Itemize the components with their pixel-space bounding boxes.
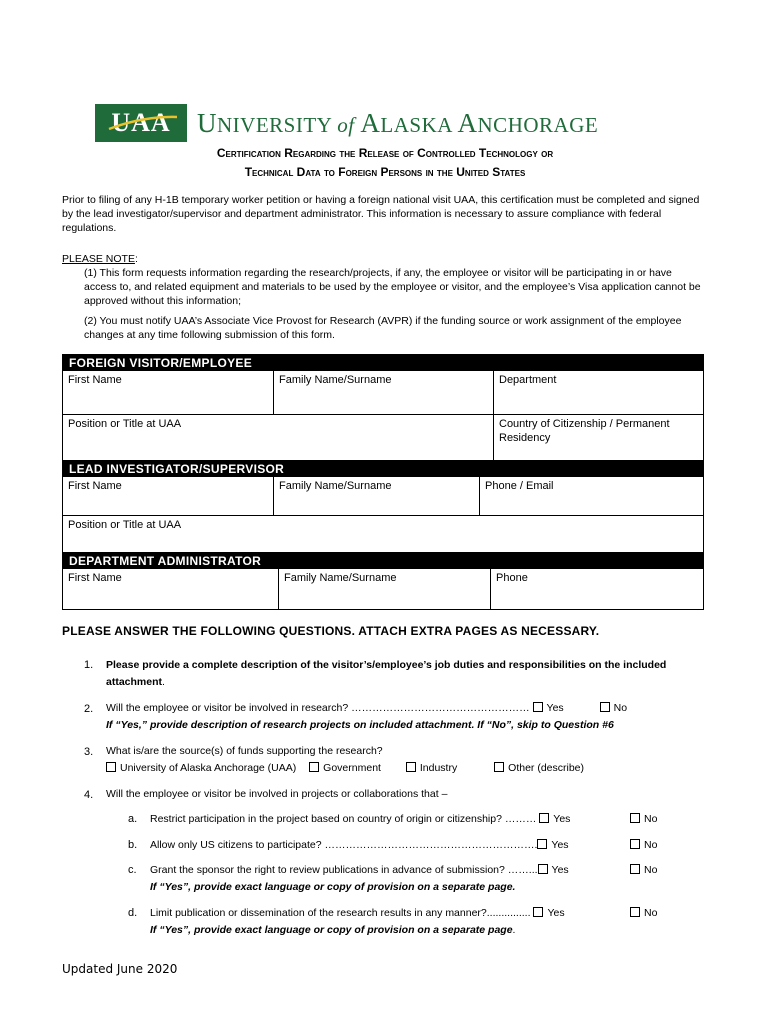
q4b-yes-checkbox[interactable]	[537, 839, 547, 849]
supervisor-family-name[interactable]: Family Name/Surname	[273, 477, 479, 515]
please-note: PLEASE NOTE: (1) This form requests information regarding the research/projects, if any, the employee or visitor will be participating in or have access to, and related equipment and materials to be used by the employee or visitor, and the employee’s Visa application cannot be approved without this information; (2) You must notify UAA’s Associate Vice Provost for Research (AVPR) if the funding source or work assignment of the employee changes at any time following submission of this form.	[62, 253, 701, 341]
q3-industry-checkbox[interactable]	[406, 762, 416, 772]
q4c-followup: If “Yes”, provide exact language or copy of provision on a separate page.	[150, 881, 516, 893]
q3-other-checkbox[interactable]	[494, 762, 504, 772]
admin-section	[62, 552, 704, 610]
q4d-no-checkbox[interactable]	[630, 907, 640, 917]
q4c-no: No	[630, 862, 657, 879]
q4d-letter: d.	[128, 907, 138, 919]
logo-abbr: UAA	[111, 108, 171, 137]
q4a-letter: a.	[128, 813, 138, 825]
q3-government-checkbox[interactable]	[309, 762, 319, 772]
q2-number: 2.	[84, 703, 94, 715]
questions-heading: PLEASE ANSWER THE FOLLOWING QUESTIONS. ATTACH EXTRA PAGES AS NECESSARY.	[62, 624, 600, 638]
q2-no-checkbox[interactable]	[600, 702, 610, 712]
admin-section-header: DEPARTMENT ADMINISTRATOR	[63, 553, 703, 569]
question-1: Please provide a complete description of the visitor’s/employee’s job duties and responsibilities on the included attachment.	[106, 659, 667, 688]
university-logo	[95, 104, 655, 142]
q2-yes-checkbox[interactable]	[533, 702, 543, 712]
q3-uaa-checkbox[interactable]	[106, 762, 116, 772]
intro-paragraph: Prior to filing of any H-1B temporary worker petition or having a foreign national visit UAA, this certification must be completed and signed by the lead investigator/supervisor and department administrator. This information is necessary to assure compliance with federal regulations.	[62, 194, 700, 234]
supervisor-section-header: LEAD INVESTIGATOR/SUPERVISOR	[63, 461, 703, 477]
q2-followup: If “Yes,” provide description of research projects on included attachment. If “No”, skip to Question #6	[106, 719, 614, 731]
title-line-1: Certification Regarding the Release of Controlled Technology or	[216, 146, 554, 160]
footer-updated-date: Updated June 2020	[62, 962, 178, 976]
q4d-no: No	[630, 905, 657, 922]
question-4b: Allow only US citizens to participate? ……………………………………………………. Yes	[150, 839, 569, 851]
q4d-yes-checkbox[interactable]	[533, 907, 543, 917]
form-title	[80, 144, 690, 182]
title-line-2: Technical Data to Foreign Persons in the United States	[244, 165, 526, 179]
q4-number: 4.	[84, 789, 94, 801]
question-2: Will the employee or visitor be involved in research? …………………………………………… Yes No If “Yes,” provide description of research projects on included attachment. If “No”, skip to Question #6	[106, 700, 706, 734]
visitor-country[interactable]: Country of Citizenship / Permanent Residency	[493, 415, 703, 461]
q4c-yes-checkbox[interactable]	[538, 864, 548, 874]
q4b-no: No	[630, 837, 657, 854]
supervisor-phone-email[interactable]: Phone / Email	[479, 477, 703, 515]
q4c-letter: c.	[128, 864, 137, 876]
visitor-section	[62, 354, 704, 462]
uaa-logo-mark	[95, 104, 187, 142]
swoosh-icon	[107, 114, 179, 132]
visitor-family-name[interactable]: Family Name/Surname	[273, 371, 493, 414]
question-3: What is/are the source(s) of funds supporting the research? University of Alaska Anchorage (UAA) Government Industry Other (describe)	[106, 745, 585, 774]
question-4: Will the employee or visitor be involved in projects or collaborations that –	[106, 788, 448, 800]
visitor-first-name[interactable]: First Name	[68, 374, 122, 386]
supervisor-section	[62, 460, 704, 553]
q4b-letter: b.	[128, 839, 138, 851]
question-4d: Limit publication or dissemination of the research results in any manner?............... Yes If “Yes”, provide exact language or copy of provision on a separate page.	[150, 907, 565, 936]
supervisor-position[interactable]: Position or Title at UAA	[68, 519, 182, 531]
visitor-department[interactable]: Department	[493, 371, 703, 414]
note-item-1: (1) This form requests information regarding the research/projects, if any, the employee or visitor will be participating in or have access to, and related equipment and materials to be used by the employee or visitor, and the employee’s Visa application cannot be approved without this information;	[84, 267, 701, 307]
q4a-yes-checkbox[interactable]	[539, 813, 549, 823]
q1-number: 1.	[84, 659, 94, 671]
q4a-no: No	[630, 811, 657, 828]
q4d-followup: If “Yes”, provide exact language or copy of provision on a separate page	[150, 924, 513, 936]
logo-wordmark: UNIVERSITY of ALASKA ANCHORAGE	[197, 107, 599, 138]
note-heading: PLEASE NOTE	[62, 253, 135, 265]
q4c-no-checkbox[interactable]	[630, 864, 640, 874]
question-4c: Grant the sponsor the right to review publications in advance of submission? ……... Yes If “Yes”, provide exact language or copy of provision on a separate page.	[150, 862, 710, 896]
admin-phone[interactable]: Phone	[490, 569, 703, 609]
q3-number: 3.	[84, 746, 94, 758]
admin-first-name[interactable]: First Name	[68, 572, 122, 584]
visitor-section-header: FOREIGN VISITOR/EMPLOYEE	[63, 355, 703, 371]
supervisor-first-name[interactable]: First Name	[68, 480, 122, 492]
q4a-no-checkbox[interactable]	[630, 813, 640, 823]
admin-family-name[interactable]: Family Name/Surname	[278, 569, 490, 609]
note-item-2: (2) You must notify UAA’s Associate Vice Provost for Research (AVPR) if the funding source or work assignment of the employee changes at any time following submission of this form.	[84, 315, 682, 341]
question-4a: Restrict participation in the project based on country of origin or citizenship? ……… Yes	[150, 813, 571, 825]
visitor-position[interactable]: Position or Title at UAA	[68, 418, 182, 430]
q4b-no-checkbox[interactable]	[630, 839, 640, 849]
